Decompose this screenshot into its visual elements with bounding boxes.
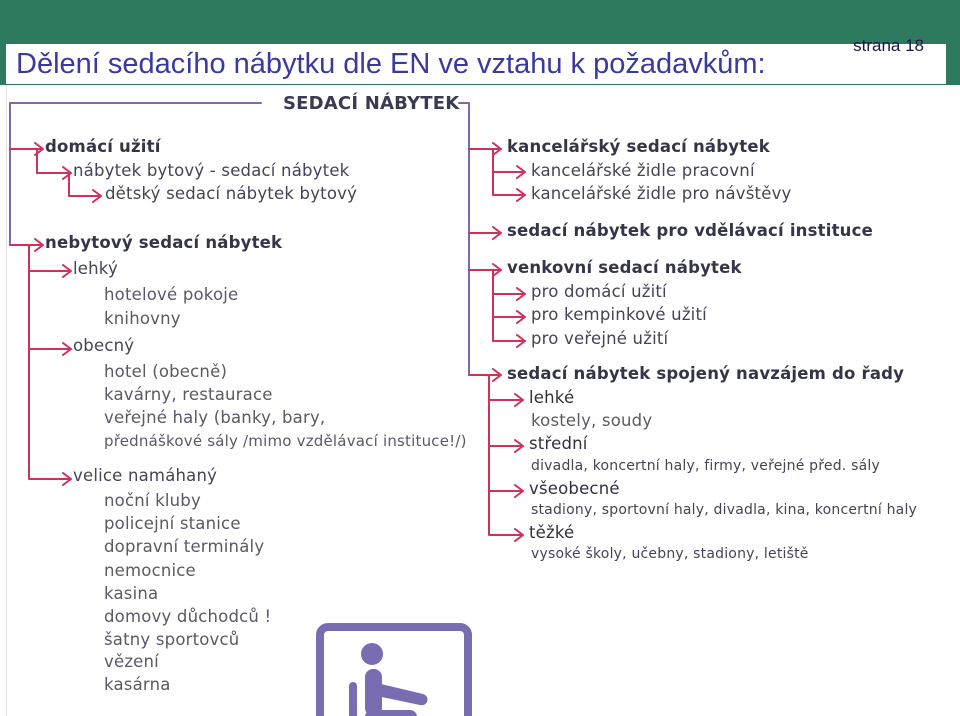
office-label: kancelářský sedací nábytek bbox=[507, 137, 770, 156]
general-item: kavárny, restaurace bbox=[104, 385, 273, 404]
page-title: Dělení sedacího nábytku dle EN ve vztahu k požadavkům: bbox=[6, 44, 946, 84]
outdoor-item: pro veřejné užití bbox=[531, 329, 669, 348]
heavy-item: noční kluby bbox=[104, 491, 201, 510]
domestic-grandchild: dětský sedací nábytek bytový bbox=[105, 184, 358, 203]
right-connectors bbox=[469, 143, 525, 541]
left-connectors bbox=[10, 143, 101, 485]
heavy-item: dopravní terminály bbox=[104, 537, 265, 556]
diagram-area bbox=[6, 85, 956, 716]
outdoor-item: pro kempinkové užití bbox=[531, 305, 707, 324]
rows-group-desc: kostely, soudy bbox=[531, 411, 653, 430]
general-item: hotel (obecně) bbox=[104, 362, 228, 381]
page-number: strana 18 bbox=[853, 36, 924, 55]
heavy-item: kasina bbox=[104, 584, 159, 603]
heavy-item: domovy důchodců ! bbox=[104, 607, 272, 626]
light-label: lehký bbox=[73, 259, 118, 278]
domestic-label: domácí užití bbox=[45, 137, 161, 156]
general-label: obecný bbox=[73, 336, 135, 355]
nondomestic-label: nebytový sedací nábytek bbox=[45, 233, 283, 252]
heavy-label: velice namáhaný bbox=[73, 466, 218, 485]
heavy-item: kasárna bbox=[104, 675, 171, 694]
general-item: přednáškové sály /mimo vzdělávací instituce!/) bbox=[104, 432, 467, 450]
education-label: sedací nábytek pro vdělávací instituce bbox=[507, 221, 873, 240]
heavy-item: policejní stanice bbox=[104, 514, 241, 533]
light-item: hotelové pokoje bbox=[104, 285, 239, 304]
outdoor-item: pro domácí užití bbox=[531, 282, 667, 301]
rows-group-desc: divadla, koncertní haly, firmy, veřejné před. sály bbox=[531, 458, 880, 474]
seated-person-icon bbox=[315, 622, 473, 716]
rows-group-desc: vysoké školy, učebny, stadiony, letiště bbox=[531, 546, 809, 562]
heavy-item: šatny sportovců bbox=[104, 630, 240, 649]
rows-group-label: těžké bbox=[529, 523, 575, 542]
office-item: kancelářské židle pracovní bbox=[531, 161, 755, 180]
rows-group-label: všeobecné bbox=[529, 479, 620, 498]
rows-label: sedací nábytek spojený navzájem do řady bbox=[507, 364, 905, 383]
outdoor-label: venkovní sedací nábytek bbox=[507, 258, 742, 277]
domestic-child: nábytek bytový - sedací nábytek bbox=[73, 161, 350, 180]
root-label: SEDACÍ NÁBYTEK bbox=[283, 93, 460, 114]
rows-group-label: střední bbox=[529, 434, 588, 453]
rows-group-desc: stadiony, sportovní haly, divadla, kina, koncertní haly bbox=[531, 502, 918, 518]
office-item: kancelářské židle pro návštěvy bbox=[531, 184, 792, 203]
heavy-item: nemocnice bbox=[104, 561, 196, 580]
rows-group-label: lehké bbox=[529, 388, 575, 407]
general-item: veřejné haly (banky, bary, bbox=[104, 408, 326, 427]
light-item: knihovny bbox=[104, 309, 181, 328]
heavy-item: vězení bbox=[104, 652, 159, 671]
